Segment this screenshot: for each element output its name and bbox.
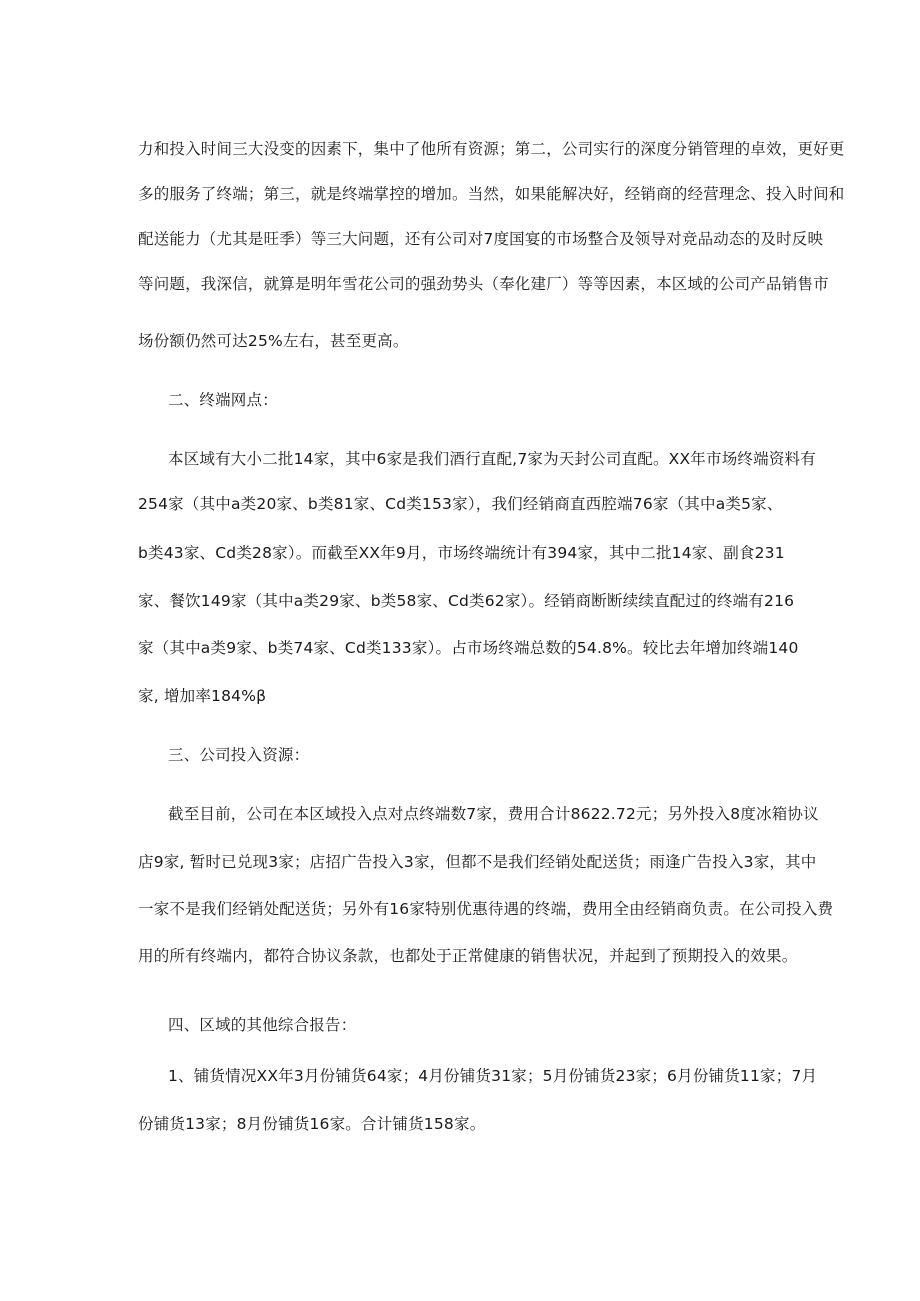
paragraph-line: 家（其中a类9家、b类74家、Cd类133家）。占市场终端总数的54.8%。较比去年增加终端140 <box>138 639 799 657</box>
paragraph-line: 家、餐饮149家（其中a类29家、b类58家、Cd类62家）。经销商断断续续直配过的终端有216 <box>138 592 795 610</box>
paragraph-line: 一家不是我们经销处配送货；另外有16家特别优惠待遇的终端，费用全由经销商负责。在公司投入费 <box>138 900 834 918</box>
paragraph-line: 场份额仍然可达25%左右，甚至更高。 <box>138 332 409 350</box>
paragraph-line: 店9家, 暂时已兑现3家；店招广告投入3家，但都不是我们经销处配送货；雨逢广告投入3家，其中 <box>138 853 817 871</box>
paragraph-line: 254家（其中a类20家、b类81家、Cd类153家），我们经销商直西腔端76家（其中a类5家、 <box>138 495 783 513</box>
paragraph-line: 家, 增加率184%β <box>138 687 267 705</box>
section-heading-terminals: 二、终端网点： <box>168 391 278 409</box>
paragraph-line: 力和投入时间三大没变的因素下，集中了他所有资源；第二，公司实行的深度分销管理的卓效，更好更 <box>138 140 845 158</box>
section-heading-other-reports: 四、区域的其他综合报告： <box>168 1016 357 1034</box>
paragraph-line: 本区域有大小二批14家，其中6家是我们酒行直配,7家为天封公司直配。XX年市场终端资料有 <box>168 450 816 468</box>
paragraph-line: 多的服务了终端；第三，就是终端掌控的增加。当然，如果能解决好，经销商的经营理念、投入时间和 <box>138 185 845 203</box>
paragraph-line: 用的所有终端内，都符合协议条款，也都处于正常健康的销售状况，并起到了预期投入的效果。 <box>138 947 798 965</box>
paragraph-line: 截至目前，公司在本区域投入点对点终端数7家，费用合计8622.72元；另外投入8度冰箱协议 <box>168 805 819 823</box>
paragraph-line: b类43家、Cd类28家）。而截至XX年9月，市场终端统计有394家，其中二批14家、副食231 <box>138 544 785 562</box>
paragraph-line: 份铺货13家；8月份铺货16家。合计铺货158家。 <box>138 1115 486 1133</box>
section-heading-investment: 三、公司投入资源： <box>168 746 310 764</box>
paragraph-line: 配送能力（尤其是旺季）等三大问题，还有公司对7度国宴的市场整合及领导对竞品动态的及时反映 <box>138 230 824 248</box>
paragraph-line: 1、铺货情况XX年3月份铺货64家；4月份铺货31家；5月份铺货23家；6月份铺货11家；7月 <box>168 1067 818 1085</box>
paragraph-line: 等问题，我深信，就算是明年雪花公司的强劲势头（奉化建厂）等等因素，本区域的公司产品销售市 <box>138 275 829 293</box>
